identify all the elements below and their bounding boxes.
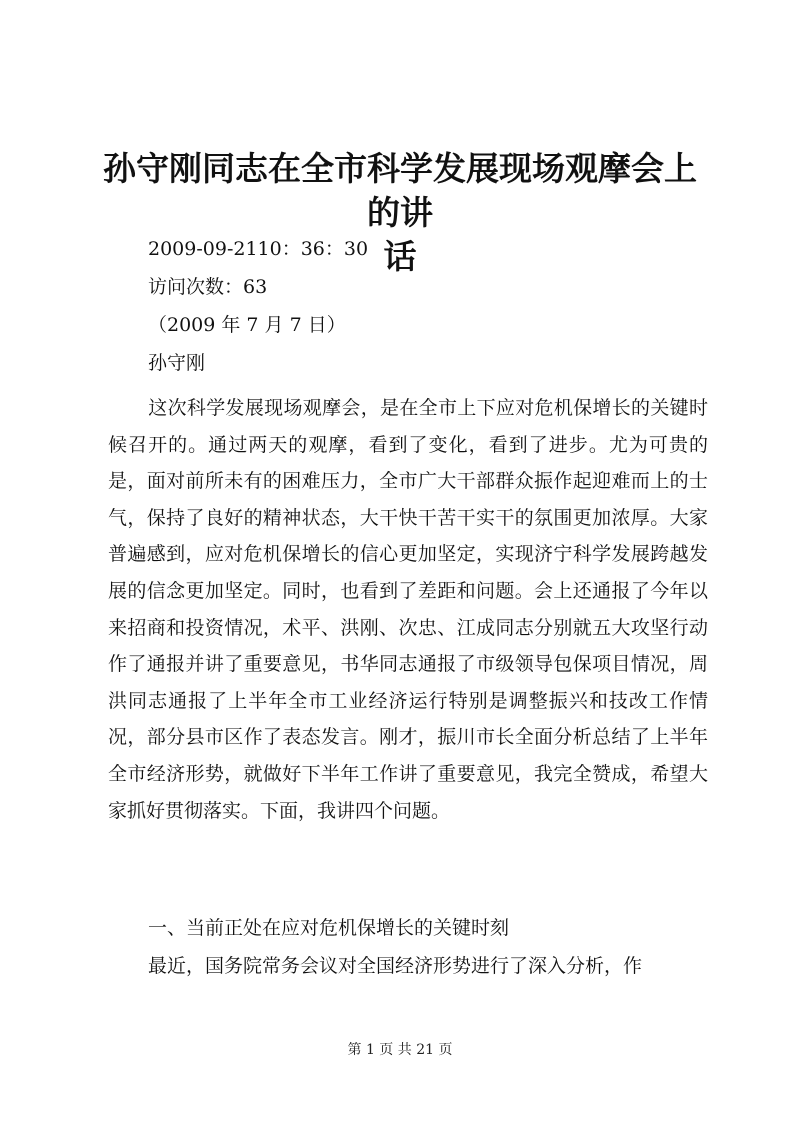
paragraph-1-text: 这次科学发展现场观摩会，是在全市上下应对危机保增长的关键时候召开的。通过两天的观摩，看到了变化，看到了进步。尤为可贵的是，面对前所未有的困难压力，全市广大干部群众振作起迎难而上的士气，保持了良好的精神状态，大干快干苦干实干的氛围更加浓厚。大家普遍感到，应对危机保增长的信心更加坚定，实现济宁科学发展跨越发展的信念更加坚定。同时，也看到了差距和问题。会上还通报了今年以来招商和投资情况，术平、洪刚、次忠、江成同志分别就五大攻坚行动作了通报并讲了重要意见，书华同志通报了市级领导包保项目情况，周洪同志通报了上半年全市工业经济运行特别是调整振兴和技改工作情况，部分县市区作了表态发言。刚才，振川市长全面分析总结了上半年全市经济形势，就做好下半年工作讲了重要意见，我完全赞成，希望大家抓好贯彻落实。下面，我讲四个问题。 [108, 397, 708, 822]
section-1-heading: 一、当前正处在应对危机保增长的关键时刻 [148, 917, 510, 939]
speech-date: （2009 年 7 月 7 日） [148, 314, 346, 336]
page-footer: 第 1 页 共 21 页 [347, 1042, 453, 1058]
paragraph-2-text: 最近，国务院常务会议对全国经济形势进行了深入分析，作 [148, 955, 643, 977]
paragraph-2 [108, 948, 708, 985]
title-line-2: 话 [383, 237, 417, 276]
date-time: 2009-09-2110：36：30 [148, 238, 369, 260]
author-name: 孙守刚 [148, 352, 206, 374]
title-line-1: 孙守刚同志在全市科学发展现场观摩会上的讲 [103, 149, 697, 232]
paragraph-1 [108, 390, 708, 829]
visit-count: 访问次数：63 [148, 276, 268, 298]
